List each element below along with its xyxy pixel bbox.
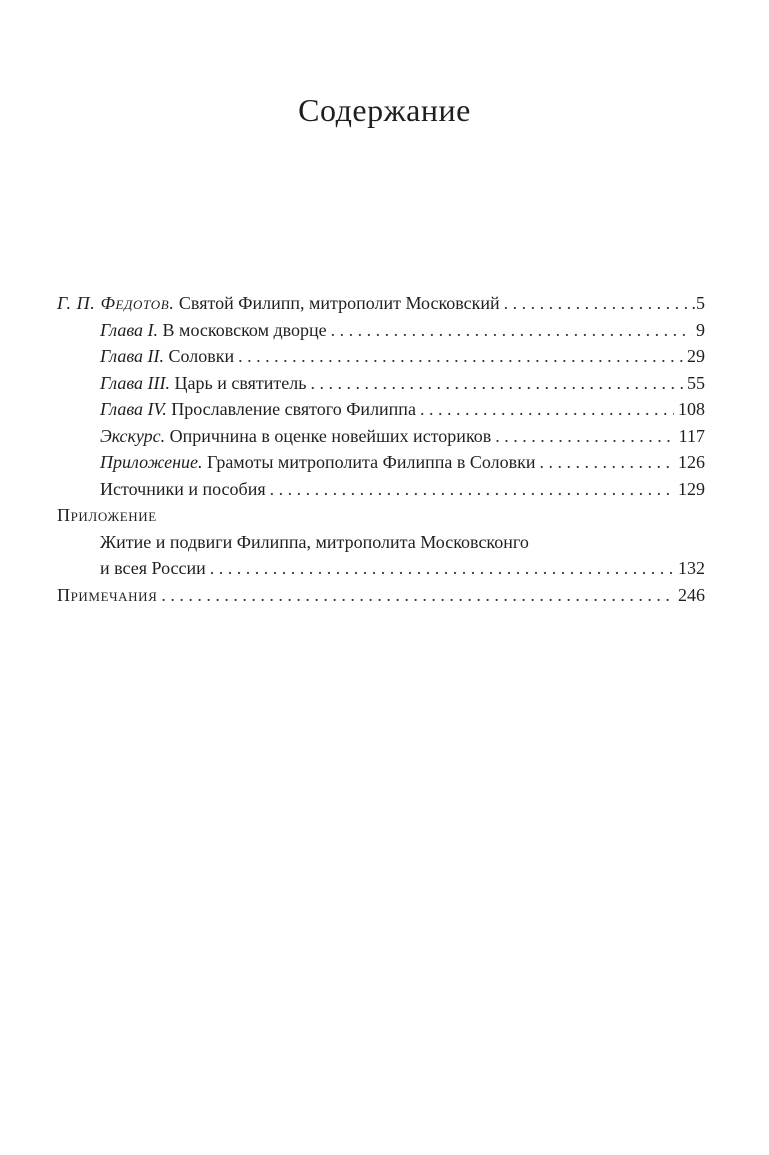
dot-leader	[331, 317, 692, 344]
toc-chapter-label: Глава IV.	[100, 399, 167, 419]
dot-leader	[504, 290, 688, 317]
dot-leader	[270, 476, 674, 503]
toc-title: Примечания	[57, 584, 158, 605]
dot-leader	[161, 582, 674, 609]
toc-entry-text	[100, 370, 306, 397]
toc-page-number: 246	[678, 584, 705, 605]
toc-page-number: 108	[678, 399, 705, 419]
toc-page-number: 129	[678, 478, 705, 499]
toc-page-number: 9	[696, 319, 705, 340]
toc-page-number: 29	[687, 346, 705, 366]
toc-entry-chapter-1[interactable]	[57, 317, 705, 344]
toc-entry-text	[100, 423, 491, 450]
toc-entry-chapter-4[interactable]	[57, 396, 705, 423]
toc-entry-excursus[interactable]	[57, 423, 705, 450]
toc-entry-chapter-3[interactable]	[57, 370, 705, 397]
toc-entry-zhitie-line1[interactable]: Житие и подвиги Филиппа, митрополита Московсконго	[100, 531, 529, 552]
toc-entry-appendix-gramoty[interactable]	[57, 449, 705, 476]
toc-title: В московском дворце	[158, 319, 327, 340]
toc-entry-text	[100, 317, 327, 344]
toc-entry-text	[100, 449, 535, 476]
toc-title: и всея России	[100, 558, 206, 578]
dot-leader	[210, 555, 674, 582]
page-title: Содержание	[298, 92, 471, 128]
toc-entry-fedotov[interactable]	[57, 290, 705, 317]
toc-title: Соловки	[164, 346, 235, 366]
toc-title: Источники и пособия	[100, 478, 266, 499]
toc-chapter-label: Глава II.	[100, 346, 165, 366]
toc-chapter-label: Глава I.	[100, 319, 159, 340]
toc-chapter-label: Приложение.	[100, 452, 203, 472]
toc-title: Опричнина в оценке новейших историков	[165, 425, 492, 446]
toc-page-number: 126	[678, 452, 705, 472]
toc-title: Грамоты митрополита Филиппа в Соловки	[202, 452, 536, 472]
toc-entry-notes[interactable]	[57, 582, 705, 609]
toc-entry-sources[interactable]	[57, 476, 705, 503]
dot-leader	[238, 343, 683, 370]
dot-leader	[420, 396, 674, 423]
toc-title: Святой Филипп, митрополит Московский	[174, 293, 500, 313]
dot-leader	[310, 370, 683, 397]
toc-chapter-label: Глава III.	[100, 372, 171, 393]
toc-entry-text	[100, 343, 234, 370]
dot-leader	[495, 423, 674, 450]
table-of-contents	[57, 290, 705, 608]
toc-entry-chapter-2[interactable]	[57, 343, 705, 370]
toc-entry-text	[100, 396, 416, 423]
toc-section-heading-appendix[interactable]: Приложение	[57, 505, 157, 525]
toc-page-number: 55	[687, 372, 705, 393]
toc-entry-zhitie[interactable]	[57, 555, 705, 582]
toc-author: Г. П. Федотов.	[57, 293, 175, 313]
toc-title: Прославление святого Филиппа	[166, 399, 416, 419]
toc-title: Царь и святитель	[170, 372, 307, 393]
toc-page-number: .5	[691, 293, 705, 313]
toc-entry-text	[57, 290, 500, 317]
toc-page-number: 132	[678, 558, 705, 578]
toc-page-number: 117	[678, 425, 705, 446]
toc-chapter-label: Экскурс.	[100, 425, 166, 446]
dot-leader	[539, 449, 674, 476]
